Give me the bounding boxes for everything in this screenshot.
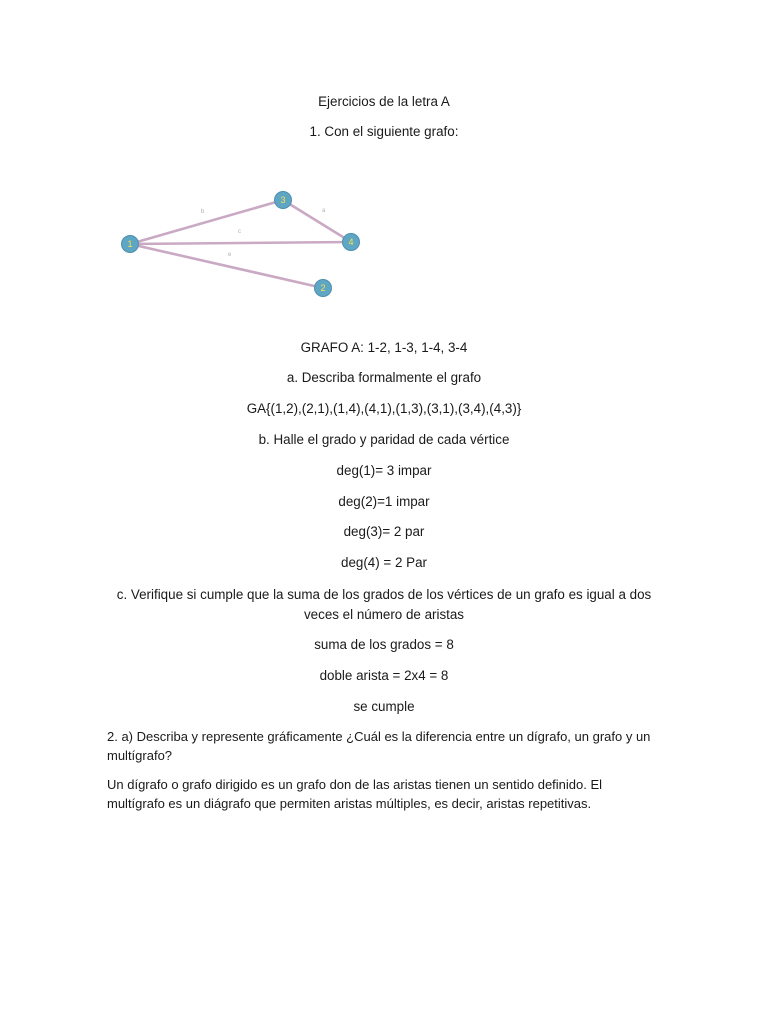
node-1-label: 1 — [127, 239, 133, 249]
conclusion: se cumple — [353, 699, 415, 714]
document-title: Ejercicios de la letra A — [318, 94, 450, 109]
question-b: b. Halle el grado y paridad de cada vértice — [258, 432, 510, 447]
question-a: a. Describa formalmente el grafo — [286, 370, 482, 385]
graph-diagram — [0, 0, 768, 330]
edge-1-3 — [130, 200, 283, 244]
edge-label-a: a — [322, 208, 326, 214]
degree-2: deg(2)=1 impar — [338, 494, 430, 509]
question-2: 2. a) Describa y represente gráficamente ¿Cuál es la diferencia entre un dígrafo, un grafo y un multígrafo? — [107, 729, 651, 763]
edge-label-b: b — [201, 209, 205, 215]
edge-label-c: c — [238, 229, 241, 235]
degree-1: deg(1)= 3 impar — [336, 463, 432, 478]
degree-3: deg(3)= 2 par — [343, 524, 425, 539]
node-3-label: 3 — [280, 195, 286, 205]
sum-of-degrees: suma de los grados = 8 — [314, 637, 454, 652]
edge-3-4 — [283, 200, 351, 242]
node-2-label: 2 — [320, 283, 326, 293]
graph-edges — [130, 200, 354, 288]
degree-4: deg(4) = 2 Par — [341, 555, 427, 570]
edge-1-4 — [130, 242, 351, 244]
node-4-label: 4 — [348, 237, 354, 247]
edge-label-e: e — [228, 252, 232, 258]
edge-1-2 — [130, 244, 323, 288]
formal-description: GA{(1,2),(2,1),(1,4),(4,1),(1,3),(3,1),(3,4),(4,3)} — [246, 401, 522, 416]
grafo-a-definition: GRAFO A: 1-2, 1-3, 1-4, 3-4 — [300, 340, 468, 355]
answer-2: Un dígrafo o grafo dirigido es un grafo don de las aristas tienen un sentido definido. El multígrafo es un diágrafo que permiten aristas múltiples, es decir, aristas repetitivas. — [107, 777, 603, 811]
question-1: 1. Con el siguiente grafo: — [309, 124, 459, 139]
question-c: c. Verifique si cumple que la suma de los grados de los vértices de un grafo es igual a dos veces el número de aristas — [116, 587, 652, 622]
double-edges: doble arista = 2x4 = 8 — [319, 668, 449, 683]
